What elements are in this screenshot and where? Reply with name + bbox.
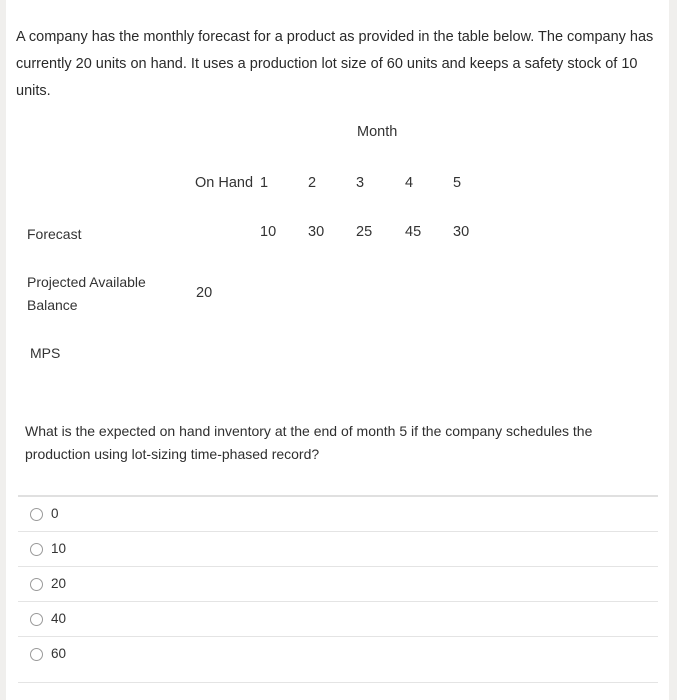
answer-option-label: 40 (51, 611, 67, 626)
month-1-header: 1 (260, 175, 269, 191)
question-text: What is the expected on hand inventory at the end of month 5 if the company schedules the production using lot-sizing time-phased record? (25, 423, 593, 462)
pab-label-line2: Balance (27, 297, 78, 313)
answer-option[interactable] (18, 601, 658, 636)
forecast-month-3: 25 (356, 224, 373, 240)
forecast-month-4: 45 (405, 224, 422, 240)
answer-option-label: 0 (51, 506, 59, 521)
pab-on-hand-value: 20 (196, 285, 213, 301)
forecast-month-2: 30 (308, 224, 325, 240)
radio-button[interactable] (30, 543, 43, 556)
month-4-header: 4 (405, 175, 414, 191)
month-header: Month (357, 124, 398, 140)
answer-options (18, 495, 658, 671)
radio-button[interactable] (30, 648, 43, 661)
forecast-label: Forecast (27, 226, 82, 242)
mps-label: MPS (30, 345, 61, 361)
answer-option[interactable] (18, 495, 658, 531)
pab-label-line1: Projected Available (27, 274, 146, 290)
answer-option-label: 10 (51, 541, 67, 556)
divider (18, 682, 658, 683)
answer-option-label: 20 (51, 576, 67, 591)
radio-button[interactable] (30, 613, 43, 626)
forecast-month-1: 10 (260, 224, 277, 240)
answer-option-label: 60 (51, 646, 67, 661)
radio-button[interactable] (30, 578, 43, 591)
problem-statement: A company has the monthly forecast for a product as provided in the table below. The company has currently 20 units on hand. It uses a production lot size of 60 units and keeps a safety stock of 10 units. (16, 29, 654, 99)
answer-option[interactable] (18, 531, 658, 566)
on-hand-header: On Hand (195, 175, 254, 191)
answer-option[interactable] (18, 636, 658, 671)
month-2-header: 2 (308, 175, 317, 191)
radio-button[interactable] (30, 508, 43, 521)
forecast-month-5: 30 (453, 224, 470, 240)
month-5-header: 5 (453, 175, 462, 191)
answer-option[interactable] (18, 566, 658, 601)
month-3-header: 3 (356, 175, 365, 191)
